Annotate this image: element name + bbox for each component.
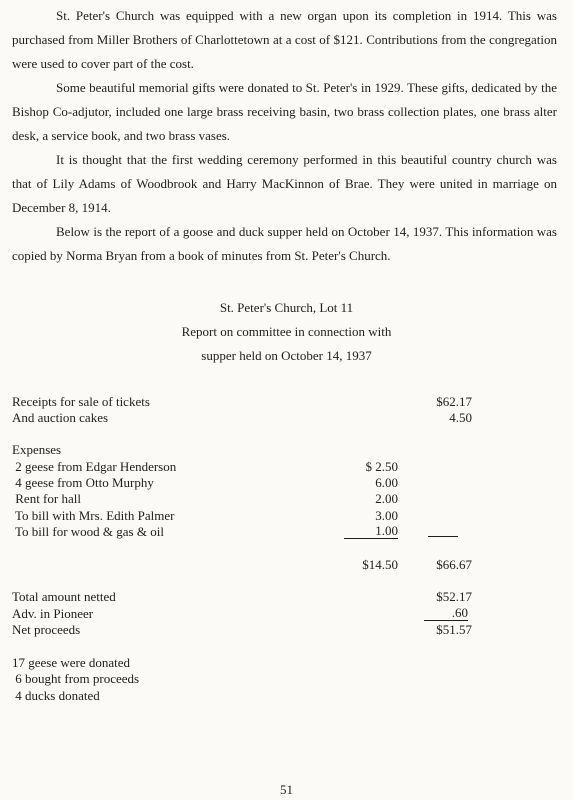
- summary-row: [0, 606, 573, 622]
- expense-label: Rent for hall: [12, 491, 81, 506]
- expense-amount: $ 2.50: [365, 459, 398, 474]
- expense-row: [0, 491, 573, 507]
- subtotal-rule: [428, 536, 458, 537]
- expense-label: To bill for wood & gas & oil: [12, 524, 164, 539]
- expense-row: [0, 524, 573, 540]
- expense-row: [0, 475, 573, 491]
- totals-row: [0, 557, 573, 573]
- receipt-row: [0, 410, 573, 426]
- summary-amount: $51.57: [436, 622, 472, 637]
- expense-amount: 2.00: [375, 491, 398, 506]
- summary-row: [0, 589, 573, 605]
- summary-amount: .60: [424, 606, 468, 621]
- report-heading-line-2: Report on committee in connection with: [181, 324, 392, 339]
- receipt-amount: $62.17: [436, 394, 472, 409]
- expense-amount: 6.00: [375, 475, 398, 490]
- receipts-total: $66.67: [436, 557, 472, 572]
- summary-label: Net proceeds: [12, 622, 81, 637]
- expenses-total: $14.50: [362, 557, 398, 572]
- receipt-row: [0, 394, 573, 410]
- expense-label: 2 geese from Edgar Henderson: [12, 459, 177, 474]
- expenses-heading: Expenses: [12, 442, 62, 457]
- paragraph-memorial-gifts: Some beautiful memorial gifts were donated to St. Peter's in 1929. These gifts, dedicated by the Bishop Co-adjutor, included one large brass receiving basin, two brass collection plates, one brass alter desk, a service book, and two brass vases.: [12, 80, 557, 143]
- note-line: 6 bought from proceeds: [12, 671, 140, 686]
- summary-label: Total amount netted: [12, 589, 116, 604]
- expense-amount: 1.00: [344, 524, 398, 539]
- expense-amount: 3.00: [375, 508, 398, 523]
- note-line: 4 ducks donated: [12, 688, 100, 703]
- expense-label: To bill with Mrs. Edith Palmer: [12, 508, 175, 523]
- expense-row: [0, 508, 573, 524]
- expense-row: [0, 459, 573, 475]
- paragraph-first-wedding: It is thought that the first wedding ceremony performed in this beautiful country church was that of Lily Adams of Woodbrook and Harry MacKinnon of Brae. They were united in marriage on December 8, 1914.: [12, 152, 557, 215]
- receipt-label: Receipts for sale of tickets: [12, 394, 150, 409]
- note-line: 17 geese were donated: [12, 655, 131, 670]
- summary-amount: $52.17: [436, 589, 472, 604]
- report-heading-line-1: St. Peter's Church, Lot 11: [219, 300, 354, 315]
- paragraph-organ: St. Peter's Church was equipped with a new organ upon its completion in 1914. This was purchased from Miller Brothers of Charlottetown at a cost of $121. Contributions from the congregation were used to cover part of the cost.: [12, 8, 557, 71]
- receipt-amount: 4.50: [449, 410, 472, 425]
- receipt-label: And auction cakes: [12, 410, 109, 425]
- paragraph-supper-report: Below is the report of a goose and duck supper held on October 14, 1937. This information was copied by Norma Bryan from a book of minutes from St. Peter's Church.: [12, 224, 557, 263]
- report-heading-line-3: supper held on October 14, 1937: [201, 348, 372, 363]
- expense-label: 4 geese from Otto Murphy: [12, 475, 154, 490]
- summary-label: Adv. in Pioneer: [12, 606, 94, 621]
- page-number: 51: [280, 782, 293, 797]
- summary-row: [0, 622, 573, 638]
